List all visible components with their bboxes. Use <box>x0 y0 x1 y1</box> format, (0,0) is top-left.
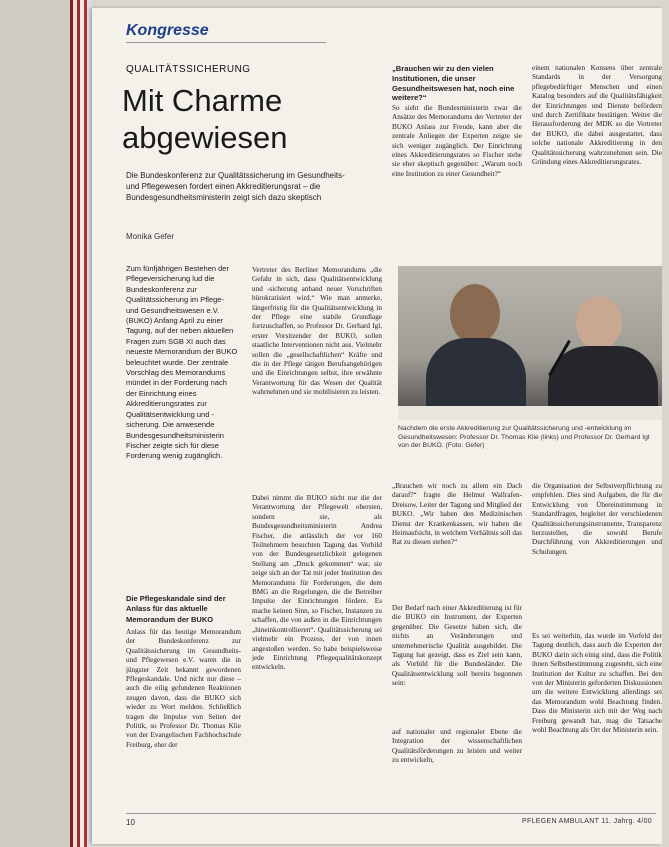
magazine-page <box>92 8 662 844</box>
column-1-intro: Zum fünfjährigen Bestehen der Pflegeversicherung lud die Bundeskonferenz zur Qualitätssicherung im Pflege- und Gesundheitswesen e.V. (BUKO) Anfang April zu einer Tagung, auf der neben aktuellen Fragen zum SGB XI auch das neueste Memorandum der BUKO beleuchtet wurde. Der zentrale Vorschlag des Memorandums mündet in der Forderung nach der Einrichtung eines Akkreditierungsrates zur Qualitätsentwicklung und -sicherung. Die anwesende Bundesgesundheitsministerin Fischer zeigte sich für diese Forderung wenig zugänglich. <box>126 264 238 461</box>
column-3-body-b: Der Bedarf nach einer Akkreditierung ist für die BUKO ein Instrument, der Experten gegenüber. Die Gesetze haben sich, die nichts an Veränderungen und unternehmerische Qualität ausgebildet. Die Tagung hat gezeigt, dass es Ziel sein kann, als Vorbild für die Bundesländer. Die Qualitätsentwicklung soll bereits begonnen sein: <box>392 604 522 688</box>
column-3-body-c: auf nationaler und regionaler Ebene die Integration der wissenschaftlichen Qualitätsförderungen zu leisten und weiter zu entwickeln, <box>392 728 522 765</box>
page-number: 10 <box>126 818 135 827</box>
person-left <box>450 284 500 344</box>
column-4-top: einem nationalen Konsens über zentrale Standards in der Versorgung pflegebedürftiger Menschen und einen Katalog besonders auf die Qualitätsfähigkeit der Einrichtungen und Dienste befördern und durch Zertifikate bestätigen. Weiter die Herausforderung der MDK so die Vertreter der BUKO, die dabei ausgestattet, dass solche nationale Akkreditierung in den Qualitätssicherung wahrzunehmen sein. Die Gründung eines Akkreditierungsrates. <box>532 64 662 167</box>
column-2-body-bottom: Dabei nimmt die BUKO nicht nur die der Verantwortung der Pflegewelt obersten, sondern sie, als Bundesgesundheitsministerin Andrea Fischer, die anlässlich der vor 160 Teilnehmern besuchten Tagung das Vorbild von der Bundesgesetzlichkeit gelegenen Stellung am „Druck gekommen“ war, sie zeige sich an der Tat mit jeder Institution des Memorandums für Forderungen, die dem BMG an die Regelungen, die die Betreiber Impulse der Einrichtungen fördere. Es mache keinen Sinn, so Fischer, Instanzen zu schaffen, die von außen in die Einrichtungen „hineinkontrollieren“. Qualitätssicherung sei vielmehr ein Prozess, der von innen angestoßen werden. So habe beispielsweise jede Einrichtung Pflegequalitätskonzept entwickeln. <box>252 494 382 672</box>
table-edge <box>398 406 662 420</box>
author: Monika Gefer <box>126 232 175 241</box>
column-2-body-top: Vertreter des Berliner Memorandums „die Gefahr in sich, dass Qualitätsentwicklung und -sicherung anhand neuer Vorschriften bürokratisiert wird.“ Wie man anmerke, längerfristig für die Qualitätsentwicklung in der Pflege eine stabile Grundlage fortzuschaffen, so Professor Dr. Gerhard Igl, erster Vorsitzender der BUKO, sollen staatliche Interventionen nicht aus. Vielmehr sollen die „gesellschaftlichen“ Kräfte und die in der Pflege tätigen Berufsangehörigen und die Einrichtungen selbst, ihre erwähnte Verantwortung für das Wesen der Qualität wahrnehmen und sie mobilisieren zu leisten. <box>252 266 382 397</box>
section-label: Kongresse <box>126 22 209 39</box>
column-1-subheading: Die Pflegeskandale sind der Anlass für das aktuelle Memorandum der BUKO <box>126 594 226 624</box>
column-1-body: Anlass für das heutige Memorandum der Bundeskonferenz zur Qualitätssicherung im Gesundheits- und Pflegewesen e.V. waren die in jüngster Zeit bekannt gewordenen Pflegeskandale. Und nicht nur diese – auch die eilig gefundenen Reaktionen zeugen davon, dass die BUKO sich wieder zu Wort meldete. Schließlich tragen die Impulse von Seiten der Politik, so Professor Dr. Thomas Klie von der Evangelischen Fachhochschule Freiburg, eher der <box>126 628 241 749</box>
facing-page-edge <box>0 0 70 847</box>
column-4-body-b: Es sei weiterhin, das wurde im Vorfeld der Tagung deutlich, dass auch die Experten der BUKO darin sich einig sind, dass die Politik ihnen Selbstbestimmung zugesteht, sich eine Institution der Kultur zu schaffen. Bei den von der Ministerin geforderten Diskussionen um die weitere Entwicklung allerdings sei das Memorandum wohl Beachtung finden. Dass die Ministerin sich mit der Weg nach Freiburg gewandt hat, mag die Tatsache wohl Beachtung als Ort der Ministerin sein. <box>532 632 662 735</box>
photo-caption: Nachdem die erste Akkreditierung zur Qualitätssicherung und -entwicklung im Gesundheitswesen: Professor Dr. Thomas Klie (links) und Professor Dr. Gerhard Igl von der BUKO. (Foto: Gefer) <box>398 425 650 450</box>
conference-photo <box>398 266 662 420</box>
column-3-body-a: „Brauchen wir noch zu allem ein Dach darauf?“ fragte die Helmut Wallrafen-Dreisow, Leiter der Tagung und Mitglied der BUKO. „Wir haben den Medizinischen Dienst der Krankenkassen, wir haben die Heimaufsicht, in welchem Verhältnis soll das Rat zu diesen stehen?“ <box>392 482 522 547</box>
publication-info: PFLEGEN AMBULANT 11. Jahrg. 4/00 <box>522 818 652 825</box>
pull-quote: „Brauchen wir zu den vielen Institutionen, die unser Gesundheitswesen hat, noch eine weitere?“ <box>392 64 515 103</box>
footer-divider <box>126 813 656 814</box>
column-3-top: So sieht die Bundesministerin zwar die Ansätze des Memorandums der Vertreter der BUKO Anlass zur Freude, kann aber die zentrale Anliegen der Experten zeigte sie sich weniger zugänglich. Der Einrichtung eines Akkreditierungsrates so Fischer stehe sie eher skeptisch gegenüber: „Warum noch eine Institution zu einer Gesundheit?“ <box>392 104 522 178</box>
section-divider <box>126 42 326 43</box>
kicker: QUALITÄTSSICHERUNG <box>126 64 251 75</box>
headline: Mit Charme abgewiesen <box>122 83 288 155</box>
column-4-body-a: die Organisation der Selbstverpflichtung zu empfehlen. Dies sind Aufgaben, die für die Entwicklung von Übereinstimmung in Standardfragen, begleitet der verschiedenen Qualitätssicherungsinstrumente, Transparenz herzustellen, die sowohl Berufe Durchführung von Akkreditierungen und Schulungen. <box>532 482 662 556</box>
person-right <box>576 296 622 350</box>
lead-text: Die Bundeskonferenz zur Qualitätssicherung im Gesundheits- und Pflegewesen fordert einen Akkreditierungsrat – die Bundesgesundheitsministerin zeigt sich dazu skeptisch <box>126 171 345 202</box>
binder-strip <box>70 0 92 847</box>
